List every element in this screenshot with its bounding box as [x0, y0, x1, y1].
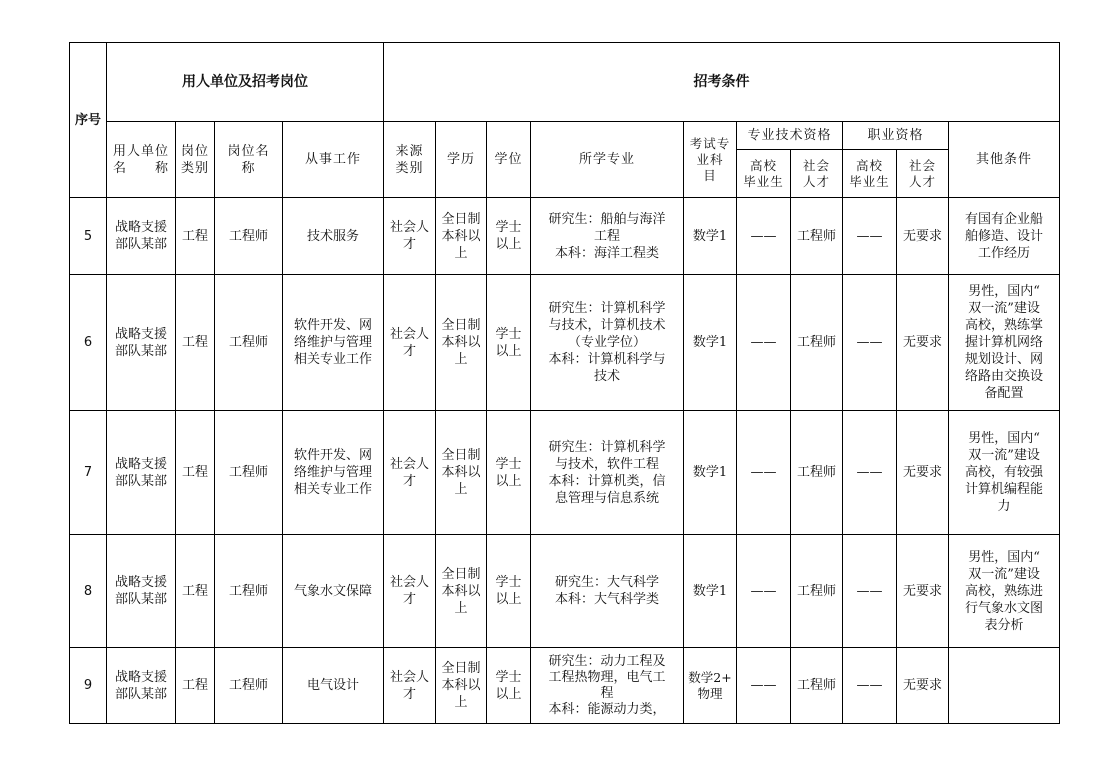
- row-job-grad: ——: [843, 411, 897, 535]
- row-job-grad: ——: [843, 535, 897, 648]
- row-post-type: 工程: [176, 198, 215, 275]
- recruitment-table: [69, 42, 1060, 724]
- education-header: 学历: [436, 122, 487, 198]
- row-source: 社会人 才: [384, 275, 436, 411]
- row-education: 全日制 本科以 上: [436, 275, 487, 411]
- row-other: 男性，国内“ 双一流”建设 高校，熟练进 行气象水文图 表分析: [949, 535, 1060, 648]
- table-row: [70, 648, 1060, 724]
- row-tech-grad: ——: [737, 411, 791, 535]
- row-degree: 学士 以上: [487, 648, 531, 724]
- job-qual-header: 职业资格: [843, 122, 949, 150]
- header-row-group: [70, 43, 1060, 122]
- row-tech-talent: 工程师: [791, 648, 843, 724]
- row-employer: 战略支援 部队某部: [107, 535, 176, 648]
- row-post-type: 工程: [176, 275, 215, 411]
- row-tech-talent: 工程师: [791, 535, 843, 648]
- post-name-header: 岗位名 称: [215, 122, 283, 198]
- row-employer: 战略支援 部队某部: [107, 411, 176, 535]
- table-row: [70, 198, 1060, 275]
- row-major: 研究生：大气科学 本科：大气科学类: [531, 535, 684, 648]
- row-tech-grad: ——: [737, 275, 791, 411]
- row-post-type: 工程: [176, 648, 215, 724]
- row-education: 全日制 本科以 上: [436, 198, 487, 275]
- exam-header: 考试专 业科 目: [684, 122, 737, 198]
- row-seq: 7: [70, 411, 107, 535]
- degree-header: 学位: [487, 122, 531, 198]
- row-exam: 数学1: [684, 411, 737, 535]
- table-row: [70, 411, 1060, 535]
- row-exam: 数学1: [684, 275, 737, 411]
- row-degree: 学士 以上: [487, 411, 531, 535]
- row-job-talent: 无要求: [897, 411, 949, 535]
- row-tech-grad: ——: [737, 535, 791, 648]
- row-post-name: 工程师: [215, 198, 283, 275]
- row-tech-talent: 工程师: [791, 198, 843, 275]
- row-job-grad: ——: [843, 648, 897, 724]
- row-seq: 6: [70, 275, 107, 411]
- row-seq: 9: [70, 648, 107, 724]
- tech-qual-header: 专业技术资格: [737, 122, 843, 150]
- row-job-talent: 无要求: [897, 275, 949, 411]
- major-header: 所学专业: [531, 122, 684, 198]
- row-work: 气象水文保障: [283, 535, 384, 648]
- row-education: 全日制 本科以 上: [436, 411, 487, 535]
- employer-header: 用人单位 名 称: [107, 122, 176, 198]
- job-grad-header: 高校 毕业生: [843, 150, 897, 198]
- row-other: [949, 648, 1060, 724]
- row-degree: 学士 以上: [487, 275, 531, 411]
- group-header-conditions: 招考条件: [384, 43, 1060, 122]
- row-work: 技术服务: [283, 198, 384, 275]
- row-work: 软件开发、网 络维护与管理 相关专业工作: [283, 411, 384, 535]
- row-tech-grad: ——: [737, 198, 791, 275]
- row-job-grad: ——: [843, 275, 897, 411]
- row-major: 研究生：动力工程及 工程热物理，电气工 程 本科：能源动力类，: [531, 648, 684, 724]
- row-job-grad: ——: [843, 198, 897, 275]
- row-post-type: 工程: [176, 535, 215, 648]
- row-work: 电气设计: [283, 648, 384, 724]
- row-employer: 战略支援 部队某部: [107, 648, 176, 724]
- row-education: 全日制 本科以 上: [436, 648, 487, 724]
- row-degree: 学士 以上: [487, 535, 531, 648]
- job-talent-header: 社会 人才: [897, 150, 949, 198]
- row-exam: 数学2+ 物理: [684, 648, 737, 724]
- work-header: 从事工作: [283, 122, 384, 198]
- row-source: 社会人 才: [384, 648, 436, 724]
- row-post-name: 工程师: [215, 648, 283, 724]
- row-job-talent: 无要求: [897, 648, 949, 724]
- row-job-talent: 无要求: [897, 535, 949, 648]
- row-tech-grad: ——: [737, 648, 791, 724]
- post-type-header: 岗位 类别: [176, 122, 215, 198]
- row-work: 软件开发、网 络维护与管理 相关专业工作: [283, 275, 384, 411]
- recruitment-table-sheet: [69, 42, 1060, 724]
- row-source: 社会人 才: [384, 198, 436, 275]
- row-job-talent: 无要求: [897, 198, 949, 275]
- row-exam: 数学1: [684, 535, 737, 648]
- tech-grad-header: 高校 毕业生: [737, 150, 791, 198]
- group-header-unit: 用人单位及招考岗位: [107, 43, 384, 122]
- source-header: 来源 类别: [384, 122, 436, 198]
- row-employer: 战略支援 部队某部: [107, 275, 176, 411]
- row-tech-talent: 工程师: [791, 411, 843, 535]
- header-row-columns: [70, 122, 1060, 150]
- row-seq: 8: [70, 535, 107, 648]
- row-source: 社会人 才: [384, 411, 436, 535]
- table-row: [70, 535, 1060, 648]
- other-header: 其他条件: [949, 122, 1060, 198]
- row-post-name: 工程师: [215, 535, 283, 648]
- row-source: 社会人 才: [384, 535, 436, 648]
- row-major: 研究生：计算机科学 与技术，软件工程 本科：计算机类，信 息管理与信息系统: [531, 411, 684, 535]
- seq-header: 序号: [70, 43, 107, 198]
- table-row: [70, 275, 1060, 411]
- row-post-type: 工程: [176, 411, 215, 535]
- row-exam: 数学1: [684, 198, 737, 275]
- row-post-name: 工程师: [215, 275, 283, 411]
- row-degree: 学士 以上: [487, 198, 531, 275]
- row-tech-talent: 工程师: [791, 275, 843, 411]
- row-employer: 战略支援 部队某部: [107, 198, 176, 275]
- row-post-name: 工程师: [215, 411, 283, 535]
- row-seq: 5: [70, 198, 107, 275]
- row-major: 研究生：计算机科学 与技术，计算机技术 （专业学位） 本科：计算机科学与 技术: [531, 275, 684, 411]
- row-other: 男性，国内“ 双一流”建设 高校，有较强 计算机编程能 力: [949, 411, 1060, 535]
- row-other: 有国有企业船 舶修造、设计 工作经历: [949, 198, 1060, 275]
- row-other: 男性，国内“ 双一流”建设 高校，熟练掌 握计算机网络 规划设计、网 络路由交换设 备配置: [949, 275, 1060, 411]
- row-major: 研究生：船舶与海洋 工程 本科：海洋工程类: [531, 198, 684, 275]
- tech-talent-header: 社会 人才: [791, 150, 843, 198]
- row-education: 全日制 本科以 上: [436, 535, 487, 648]
